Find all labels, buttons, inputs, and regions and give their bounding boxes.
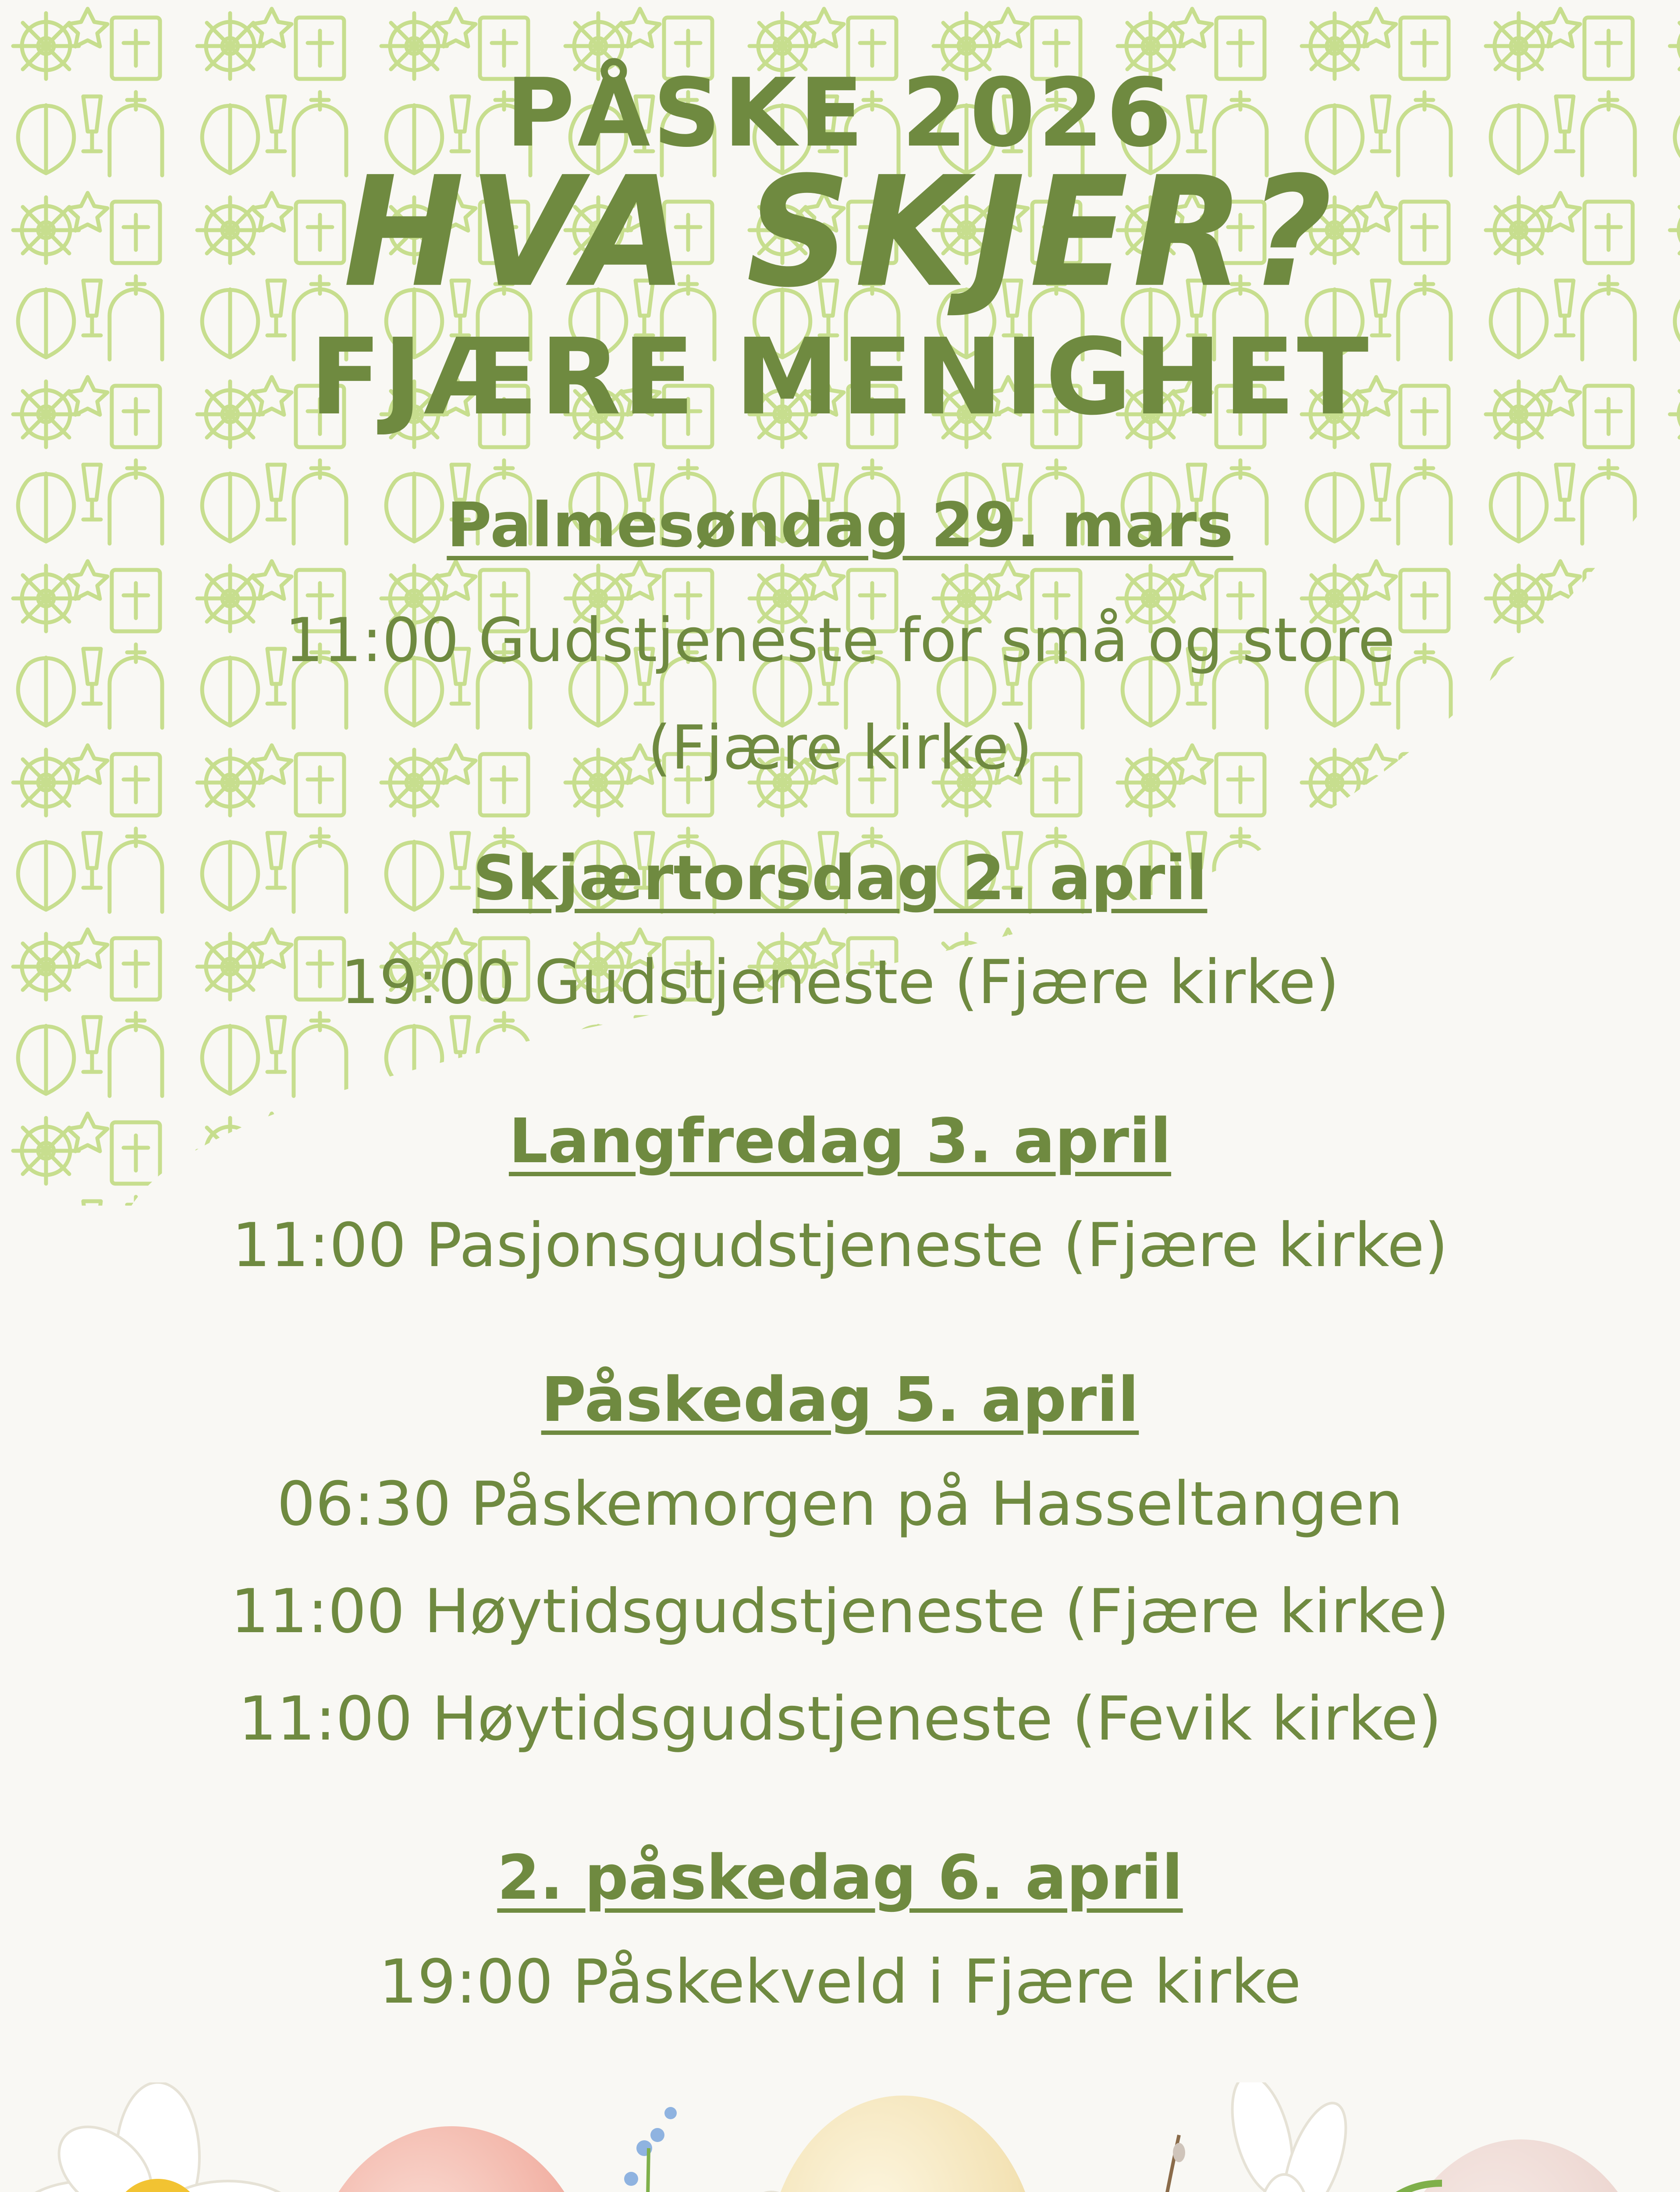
day-andre-paskedag (0, 1841, 1680, 2035)
day-title: 2. påskedag 6. april (497, 1842, 1183, 1914)
day-skjaertorsdag (0, 842, 1680, 1036)
day-paskedag (0, 1363, 1680, 1772)
daffodil-left (13, 2082, 302, 2192)
event-line: 11:00 Pasjonsgudstjeneste (Fjære kirke) (232, 1210, 1448, 1281)
day-title: Langfredag 3. april (508, 1106, 1172, 1177)
day-title: Påskedag 5. april (541, 1364, 1139, 1436)
egg-yellow-center (767, 2096, 1039, 2192)
forget-me-not-flowers (624, 2107, 677, 2192)
event-line: 19:00 Påskekveld i Fjære kirke (379, 1946, 1301, 2017)
daffodil-right (1221, 2082, 1442, 2192)
day-title: Palmesøndag 29. mars (447, 490, 1233, 561)
easter-garden-illustration (0, 2082, 1680, 2192)
event-line: 11:00 Høytidsgudstjeneste (Fevik kirke) (238, 1683, 1442, 1754)
pussy-willow (1122, 2135, 1185, 2192)
title-parish: FJÆRE MENIGHET (309, 316, 1371, 438)
egg-pink-left (307, 2126, 596, 2192)
event-line: 11:00 Høytidsgudstjeneste (Fjære kirke) (231, 1576, 1449, 1647)
event-line: 19:00 Gudstjeneste (Fjære kirke) (341, 947, 1339, 1018)
day-palmesondag (0, 489, 1680, 801)
title-main: HVA SKJER? (343, 144, 1337, 321)
event-line: (Fjære kirke) (647, 712, 1033, 783)
event-line: 11:00 Gudstjeneste for små og store (284, 605, 1396, 676)
day-langfredag (0, 1105, 1680, 1299)
event-line: 06:30 Påskemorgen på Hasseltangen (277, 1469, 1403, 1539)
title-year: PÅSKE 2026 (505, 58, 1175, 168)
day-title: Skjærtorsdag 2. april (472, 843, 1208, 914)
